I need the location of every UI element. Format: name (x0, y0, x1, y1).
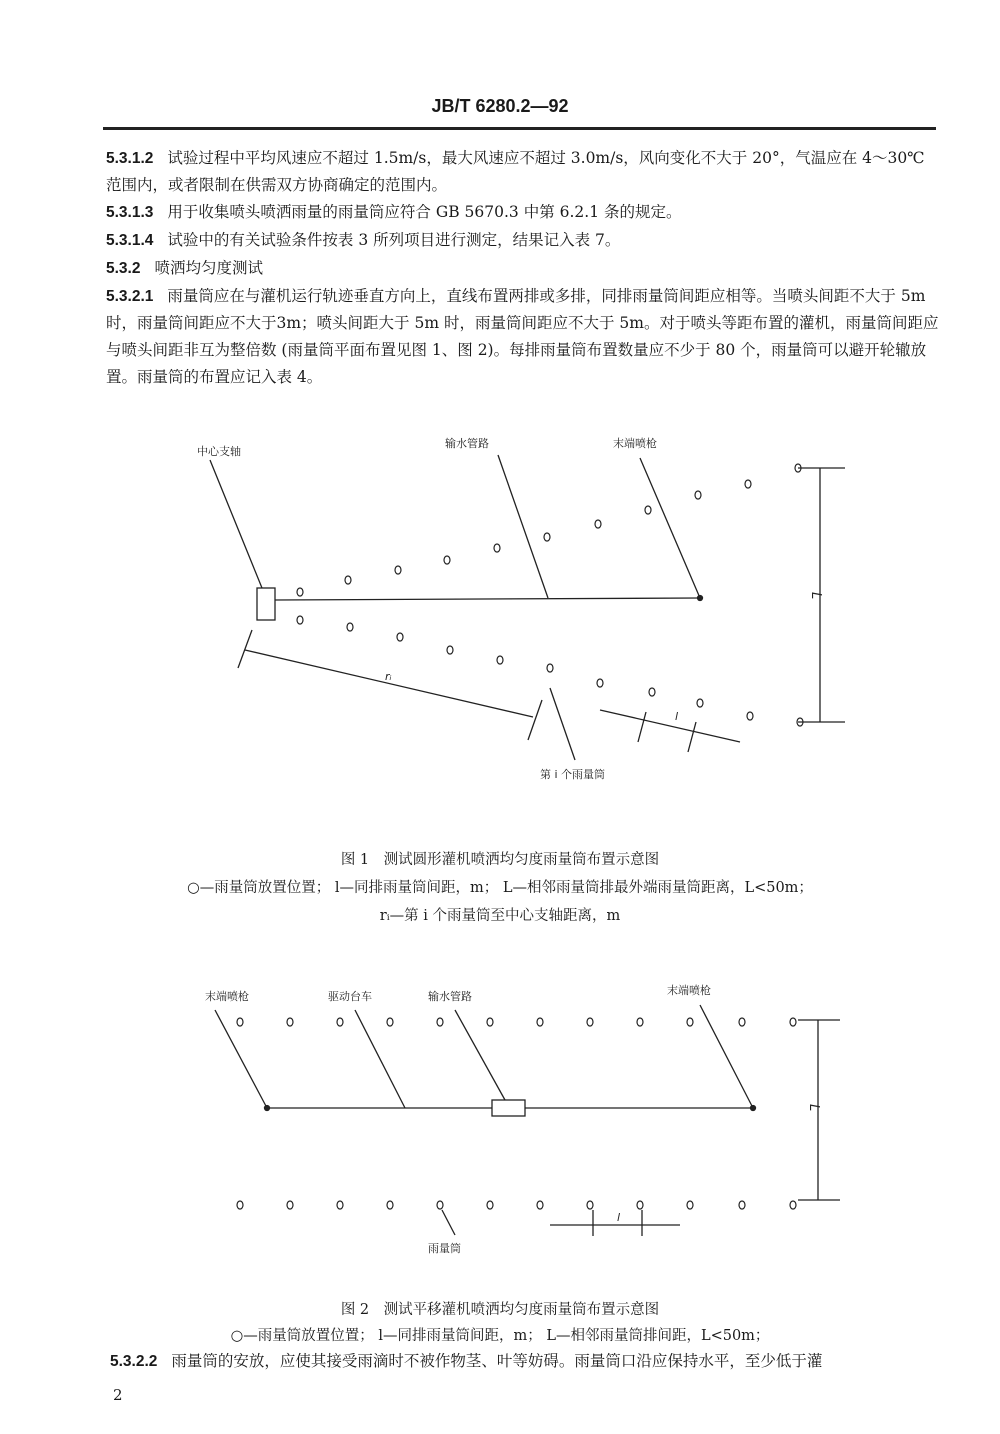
pivot-leader (210, 460, 262, 588)
label-pivot: 中心支轴 (197, 445, 241, 458)
figure-2-diagram (215, 1005, 840, 1236)
rain-gauge-mark (739, 1018, 745, 1026)
rain-gauge-mark (687, 1201, 693, 1209)
rain-gauge-mark (437, 1018, 443, 1026)
rain-gauge-mark (297, 616, 303, 624)
label-l: l (617, 1211, 621, 1224)
rain-gauge-mark (547, 664, 553, 672)
section-number: 5.3.1.4 (106, 232, 154, 249)
rain-gauge-mark (494, 544, 500, 552)
rain-gauge-mark (444, 556, 450, 564)
rain-gauge-mark (587, 1201, 593, 1209)
rain-gauge-mark (637, 1018, 643, 1026)
l-dimension (600, 710, 740, 742)
paragraph-text: 雨量筒的安放，应使其接受雨滴时不被作物茎、叶等妨碍。雨量筒口沿应保持水平，至少低于灌 (171, 1352, 823, 1370)
rain-gauge-mark (595, 520, 601, 528)
rain-gauge-mark (487, 1018, 493, 1026)
rain-gauge-mark (790, 1201, 796, 1209)
gauge-leader (442, 1210, 455, 1235)
label-L: L (806, 1104, 821, 1112)
rain-gauge-mark (544, 533, 550, 541)
paragraph-text: 试验中的有关试验条件按表 3 所列项目进行测定，结果记入表 7。 (167, 231, 621, 249)
label-ri: rᵢ (385, 670, 392, 683)
drive-cart (492, 1100, 525, 1116)
rain-gauge-mark (637, 1201, 643, 1209)
rain-gauge-mark (597, 679, 603, 687)
rain-gauge-mark (387, 1201, 393, 1209)
section-number: 5.3.2.1 (106, 288, 154, 305)
rain-gauge-mark (287, 1018, 293, 1026)
page-number: 2 (113, 1386, 123, 1404)
rain-gauge-mark (387, 1018, 393, 1026)
gauge-i-leader (550, 688, 575, 760)
rain-gauge-mark (345, 576, 351, 584)
section-number: 5.3.1.3 (106, 204, 154, 221)
figure-2-legend: ○—雨量筒放置位置； l—同排雨量筒间距，m； L—相邻雨量筒排间距，L<50m； (230, 1328, 770, 1344)
rain-gauge-mark (745, 480, 751, 488)
rain-gauge-mark (695, 491, 701, 499)
pipe-leader (498, 455, 548, 598)
rain-gauge-mark (487, 1201, 493, 1209)
label-gun: 末端喷枪 (613, 437, 657, 450)
rain-gauge-mark (497, 656, 503, 664)
figure-2-caption: 图 2 测试平移灌机喷洒均匀度雨量筒布置示意图 (340, 1302, 660, 1318)
label-gauge: 雨量筒 (428, 1242, 461, 1255)
label-cart: 驱动台车 (328, 990, 372, 1003)
rain-gauge-mark (287, 1201, 293, 1209)
rain-gauge-mark (447, 646, 453, 654)
rain-gauge-mark (395, 566, 401, 574)
label-gun-left: 末端喷枪 (205, 990, 249, 1003)
rain-gauge-mark (537, 1018, 543, 1026)
center-pivot (257, 588, 275, 620)
document-header: JB/T 6280.2—92 (431, 96, 569, 116)
rain-gauge-mark (437, 1201, 443, 1209)
paragraph-text: 用于收集喷头喷洒雨量的雨量筒应符合 GB 5670.3 中第 6.2.1 条的规定。 (167, 203, 682, 221)
ri-dimension (245, 650, 533, 717)
label-pipe: 输水管路 (445, 437, 489, 450)
heading-text: 喷洒均匀度测试 (154, 259, 263, 277)
section-number: 5.3.2.2 (110, 1353, 158, 1370)
label-L: L (808, 592, 823, 600)
rain-gauge-mark (237, 1018, 243, 1026)
paragraph-text: 雨量筒应在与灌机运行轨迹垂直方向上，直线布置两排或多排，同排雨量筒间距应相等。当喷头间距不大于 5m 时，雨量筒间距应不大于3m；喷头间距大于 5m 时，雨量筒间距应不大于 5m。对于喷头等距布置的灌机，雨量筒间距应与喷头间距非互为整倍数 (雨量筒平面布置见图 1、图 2)。每排雨量筒布置数量应不少于 80 个，雨量筒可以避开轮辙放置。雨量筒的布置应记入表 4。 (106, 287, 939, 386)
rain-gauge-mark (649, 688, 655, 696)
figure-1-legend-2: rᵢ—第 i 个雨量筒至中心支轴距离，m (379, 908, 621, 924)
pipe-line (275, 598, 700, 600)
section-number: 5.3.1.2 (106, 150, 154, 167)
figure-1-legend: ○—雨量筒放置位置； l—同排雨量筒间距，m； L—相邻雨量筒排最外端雨量筒距离，L<50m； (187, 880, 813, 896)
paragraph-text: 试验过程中平均风速应不超过 1.5m/s，最大风速应不超过 3.0m/s，风向变化不大于 20°，气温应在 4～30℃ 范围内，或者限制在供需双方协商确定的范围内。 (106, 149, 925, 194)
section-number: 5.3.2 (106, 260, 141, 277)
rain-gauge-mark (537, 1201, 543, 1209)
rain-gauge-mark (790, 1018, 796, 1026)
rain-gauge-mark (337, 1018, 343, 1026)
rain-gauge-mark (297, 588, 303, 596)
gun-leader (640, 458, 700, 598)
rain-gauge-mark (697, 699, 703, 707)
label-l: l (675, 710, 679, 723)
rain-gauge-mark (645, 506, 651, 514)
rain-gauge-mark (397, 633, 403, 641)
label-gun-right: 末端喷枪 (667, 984, 711, 997)
rain-gauge-mark (237, 1201, 243, 1209)
label-gauge-i: 第 i 个雨量筒 (540, 768, 606, 781)
rain-gauge-mark (587, 1018, 593, 1026)
rain-gauge-mark (687, 1018, 693, 1026)
rain-gauge-mark (347, 623, 353, 631)
rain-gauge-mark (739, 1201, 745, 1209)
paragraph-5-3-2-2 (110, 1348, 946, 1375)
label-pipe: 输水管路 (428, 990, 472, 1003)
rain-gauge-mark (747, 712, 753, 720)
figure-1-caption: 图 1 测试圆形灌机喷洒均匀度雨量筒布置示意图 (340, 852, 660, 868)
rain-gauge-mark (337, 1201, 343, 1209)
figure-1-diagram (210, 455, 845, 760)
